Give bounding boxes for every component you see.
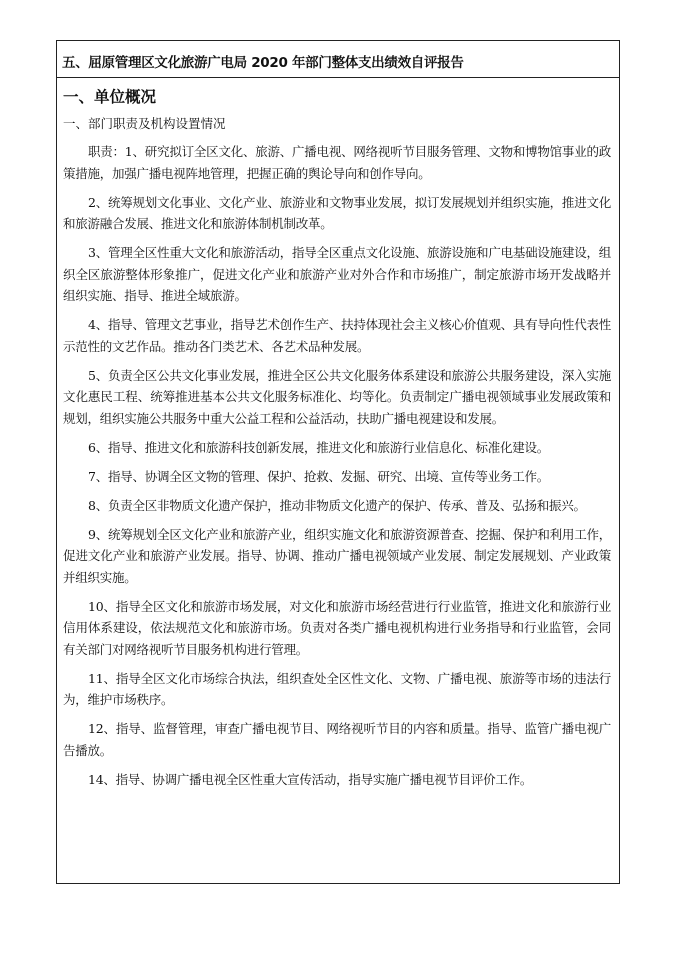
report-body	[57, 78, 619, 883]
duty-paragraph: 7、指导、协调全区文物的管理、保护、抢救、发掘、研究、出境、宣传等业务工作。	[88, 468, 549, 484]
report-title: 五、屈原管理区文化旅游广电局 2020 年部门整体支出绩效自评报告	[57, 41, 619, 78]
duty-paragraph: 12、指导、监督管理，审查广播电视节目、网络视听节目的内容和质量。指导、监管广播电视广告播放。	[63, 721, 611, 758]
duty-paragraph: 14、指导、协调广播电视全区性重大宣传活动，指导实施广播电视节目评价工作。	[88, 771, 533, 787]
duty-paragraph: 职责：1、研究拟订全区文化、旅游、广播电视、网络视听节目服务管理、文物和博物馆事业的政策措施，加强广播电视阵地管理，把握正确的舆论导向和创作导向。	[63, 144, 611, 181]
duty-paragraph: 8、负责全区非物质文化遗产保护，推动非物质文化遗产的保护、传承、普及、弘扬和振兴。	[88, 497, 586, 513]
duty-paragraph: 10、指导全区文化和旅游市场发展，对文化和旅游市场经营进行行业监管，推进文化和旅游行业信用体系建设，依法规范文化和旅游市场。负责对各类广播电视机构进行业务指导和行业监管，会同有关部门对网络视听节目服务机构进行管理。	[63, 598, 611, 657]
duty-paragraph: 4、指导、管理文艺事业，指导艺术创作生产、扶持体现社会主义核心价值观、具有导向性代表性示范性的文艺作品。推动各门类艺术、各艺术品种发展。	[63, 317, 611, 354]
duty-paragraph: 5、负责全区公共文化事业发展，推进全区公共文化服务体系建设和旅游公共服务建设，深入实施文化惠民工程、统筹推进基本公共文化服务标准化、均等化。负责制定广播电视领域事业发展政策和规划，组织实施公共服务中重大公益工程和公益活动，扶助广播电视建设和发展。	[63, 367, 611, 426]
duty-paragraph: 2、统筹规划文化事业、文化产业、旅游业和文物事业发展，拟订发展规划并组织实施，推进文化和旅游融合发展、推进文化和旅游体制机制改革。	[63, 194, 611, 231]
subsection-heading: 一、部门职责及机构设置情况	[63, 116, 226, 131]
duty-paragraph: 6、指导、推进文化和旅游科技创新发展，推进文化和旅游行业信息化、标准化建设。	[88, 439, 549, 455]
section-heading: 一、单位概况	[63, 88, 157, 106]
duty-paragraph: 11、指导全区文化市场综合执法，组织查处全区性文化、文物、广播电视、旅游等市场的违法行为，维护市场秩序。	[63, 670, 611, 707]
report-frame	[56, 40, 620, 884]
duty-paragraph: 3、管理全区性重大文化和旅游活动，指导全区重点文化设施、旅游设施和广电基础设施建设，组织全区旅游整体形象推广，促进文化产业和旅游产业对外合作和市场推广，制定旅游市场开发战略并组织实施、指导、推进全域旅游。	[63, 245, 611, 303]
duty-paragraph: 9、统筹规划全区文化产业和旅游产业，组织实施文化和旅游资源普查、挖掘、保护和利用工作，促进文化产业和旅游产业发展。指导、协调、推动广播电视领域产业发展、制定发展规划、产业政策并组织实施。	[63, 526, 611, 585]
